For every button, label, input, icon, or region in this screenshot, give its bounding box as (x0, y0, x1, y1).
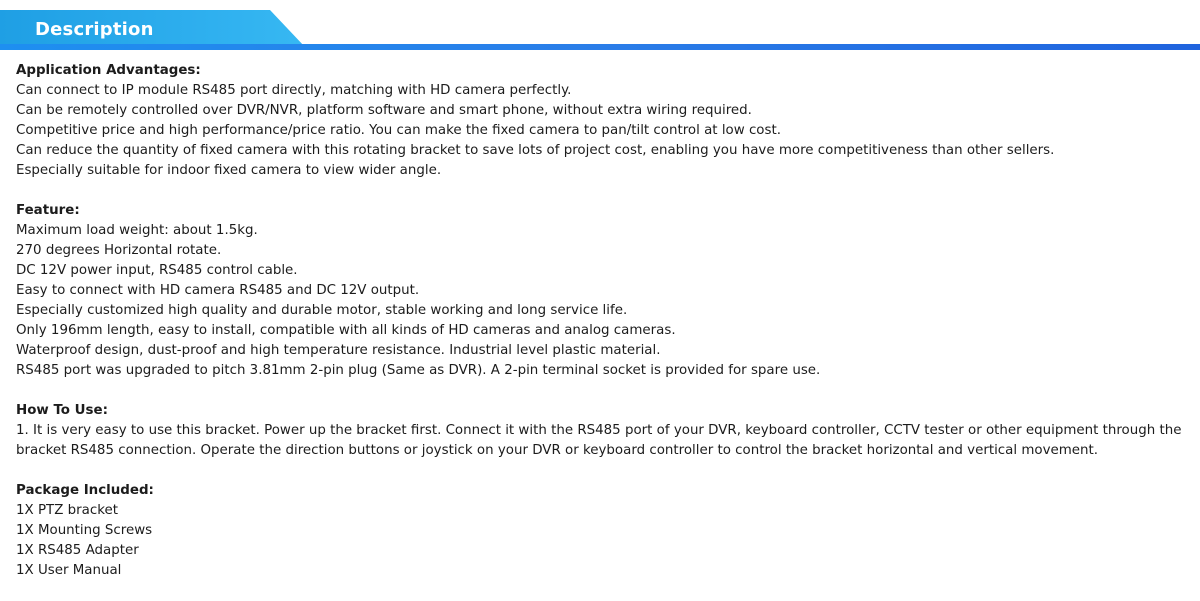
list-item: 1X Mounting Screws (16, 523, 153, 538)
list-item: 1X User Manual (16, 563, 122, 578)
header-title: Description (35, 19, 154, 40)
list-item: Can reduce the quantity of fixed camera with this rotating bracket to save lots of project cost, enabling you have more competitiveness than other sellers. (16, 143, 1055, 158)
section-package-included (16, 481, 1188, 581)
list-item: 1X RS485 Adapter (16, 543, 139, 558)
list-item: 1. It is very easy to use this bracket. Power up the bracket first. Connect it with the RS485 port of your DVR, keyboard controller, CCTV tester or other equipment through the bracket RS485 connection. Operate the direction buttons or joystick on your DVR or keyboard controller to control the bracket horizontal and vertical movement. (16, 423, 1182, 458)
list-item: Only 196mm length, easy to install, compatible with all kinds of HD cameras and analog cameras. (16, 323, 676, 338)
section-title: Package Included: (16, 483, 154, 498)
list-item: Waterproof design, dust-proof and high temperature resistance. Industrial level plastic material. (16, 343, 661, 358)
section-feature (16, 201, 1188, 381)
list-item: DC 12V power input, RS485 control cable. (16, 263, 298, 278)
section-title: Feature: (16, 203, 80, 218)
list-item: Especially customized high quality and durable motor, stable working and long service life. (16, 303, 628, 318)
section-how-to-use (16, 401, 1188, 461)
section-title: Application Advantages: (16, 63, 201, 78)
header-underline (0, 44, 1200, 50)
section-application-advantages (16, 61, 1188, 181)
list-item: Can connect to IP module RS485 port directly, matching with HD camera perfectly. (16, 83, 572, 98)
description-content (16, 61, 1188, 601)
list-item: 1X PTZ bracket (16, 503, 118, 518)
list-item: Maximum load weight: about 1.5kg. (16, 223, 258, 238)
description-header (0, 0, 1200, 50)
list-item: Can be remotely controlled over DVR/NVR, platform software and smart phone, without extra wiring required. (16, 103, 752, 118)
list-item: 270 degrees Horizontal rotate. (16, 243, 222, 258)
section-title: How To Use: (16, 403, 108, 418)
list-item: Competitive price and high performance/price ratio. You can make the fixed camera to pan/tilt control at low cost. (16, 123, 781, 138)
list-item: Easy to connect with HD camera RS485 and DC 12V output. (16, 283, 420, 298)
list-item: Especially suitable for indoor fixed camera to view wider angle. (16, 163, 442, 178)
list-item: RS485 port was upgraded to pitch 3.81mm 2-pin plug (Same as DVR). A 2-pin terminal socket is provided for spare use. (16, 363, 821, 378)
